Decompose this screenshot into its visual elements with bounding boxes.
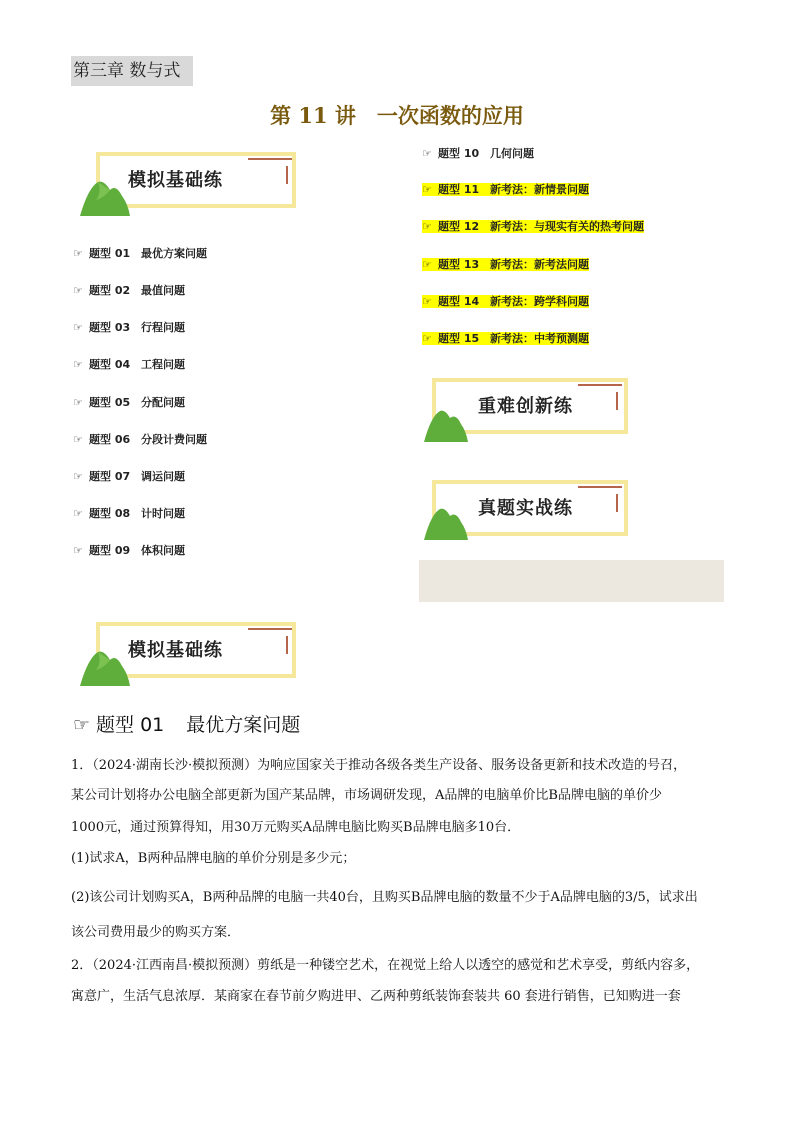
list-item[interactable] — [422, 182, 589, 198]
pointing-hand-icon: ☞ — [73, 544, 83, 557]
item-number: 题型 02 — [89, 284, 131, 297]
item-number: 题型 12 — [438, 220, 480, 233]
banner-label: 模拟基础练 — [128, 640, 223, 661]
chapter-label: 第三章 数与式 — [71, 56, 193, 86]
section-number: 题型 01 — [96, 714, 165, 736]
page-title: 第 11 讲 一次函数的应用 — [270, 103, 524, 128]
banner-section-basic-practice — [80, 622, 298, 682]
list-item[interactable] — [73, 506, 185, 522]
pointing-hand-icon: ☞ — [422, 147, 432, 160]
pointing-hand-icon: ☞ — [73, 433, 83, 446]
item-label: 工程问题 — [141, 358, 185, 371]
list-item[interactable] — [73, 320, 185, 336]
pointing-hand-icon: ☞ — [73, 507, 83, 520]
banner-decor-line — [248, 158, 292, 160]
banner-decor-line — [616, 392, 618, 410]
pointing-hand-icon: ☞ — [422, 332, 432, 345]
pointing-hand-icon: ☞ — [73, 284, 83, 297]
section-label: 最优方案问题 — [186, 714, 301, 736]
item-label: 调运问题 — [141, 470, 185, 483]
item-number: 题型 07 — [89, 470, 131, 483]
banner-decor-line — [286, 636, 288, 654]
question-1-subpart: (2)该公司计划购买A，B两种品牌的电脑一共40台，且购买B品牌电脑的数量不少于A品牌电脑的3/5，试求出 — [71, 890, 698, 905]
banner-decor-line — [286, 166, 288, 184]
blank-box — [419, 560, 724, 602]
list-item[interactable] — [422, 146, 534, 162]
question-1-subpart: (1)试求A，B两种品牌电脑的单价分别是多少元； — [71, 851, 356, 866]
pointing-hand-icon: ☞ — [73, 321, 83, 334]
question-1-line: 某公司计划将办公电脑全部更新为国产某品牌，市场调研发现，A品牌的电脑单价比B品牌电脑的单价少 — [71, 788, 662, 803]
question-1-line: 1．（2024·湖南长沙·模拟预测）为响应国家关于推动各级各类生产设备、服务设备更新和技术改造的号召， — [71, 758, 687, 773]
item-number: 题型 09 — [89, 544, 131, 557]
item-label: 分段计费问题 — [141, 433, 207, 446]
banner-decor-line — [248, 628, 292, 630]
list-item[interactable] — [73, 432, 207, 448]
pointing-hand-icon: ☞ — [73, 470, 83, 483]
pointing-hand-icon: ☞ — [422, 183, 432, 196]
item-label: 新考法：跨学科问题 — [490, 295, 589, 308]
question-1-subpart: 该公司费用最少的购买方案． — [71, 925, 241, 940]
pointing-hand-icon: ☞ — [422, 220, 432, 233]
item-number: 题型 06 — [89, 433, 131, 446]
banner-basic-practice — [80, 152, 298, 212]
item-number: 题型 05 — [89, 396, 131, 409]
list-item[interactable] — [422, 219, 644, 235]
list-item[interactable] — [73, 469, 185, 485]
mountain-icon — [424, 498, 468, 540]
banner-decor-line — [578, 384, 622, 386]
pointing-hand-icon: ☞ — [422, 295, 432, 308]
item-label: 几何问题 — [490, 147, 534, 160]
banner-decor-line — [578, 486, 622, 488]
item-label: 分配问题 — [141, 396, 185, 409]
list-item[interactable] — [73, 246, 207, 262]
item-label: 最优方案问题 — [141, 247, 207, 260]
banner-label: 重难创新练 — [478, 396, 573, 417]
item-label: 新考法：与现实有关的热考问题 — [490, 220, 644, 233]
list-item[interactable] — [422, 257, 589, 273]
mountain-icon — [424, 400, 468, 442]
item-number: 题型 03 — [89, 321, 131, 334]
list-item[interactable] — [422, 294, 589, 310]
question-1-line: 1000元，通过预算得知，用30万元购买A品牌电脑比购买B品牌电脑多10台． — [71, 820, 521, 835]
item-label: 体积问题 — [141, 544, 185, 557]
item-number: 题型 13 — [438, 258, 480, 271]
mountain-icon — [80, 640, 130, 686]
pointing-hand-icon: ☞ — [73, 396, 83, 409]
item-label: 新考法：新考法问题 — [490, 258, 589, 271]
section-heading — [73, 710, 300, 737]
pointing-hand-icon: ☞ — [73, 247, 83, 260]
item-label: 新考法：中考预测题 — [490, 332, 589, 345]
list-item[interactable] — [73, 283, 185, 299]
item-label: 计时问题 — [141, 507, 185, 520]
banner-label: 真题实战练 — [478, 498, 573, 519]
mountain-icon — [80, 170, 130, 216]
pointing-hand-icon: ☞ — [422, 258, 432, 271]
list-item[interactable] — [422, 331, 589, 347]
banner-advanced-practice — [424, 378, 628, 438]
list-item[interactable] — [73, 357, 185, 373]
item-label: 新考法：新情景问题 — [490, 183, 589, 196]
item-number: 题型 14 — [438, 295, 480, 308]
banner-decor-line — [616, 494, 618, 512]
item-number: 题型 10 — [438, 147, 480, 160]
item-number: 题型 08 — [89, 507, 131, 520]
item-number: 题型 11 — [438, 183, 480, 196]
list-item[interactable] — [73, 395, 185, 411]
item-number: 题型 04 — [89, 358, 131, 371]
item-label: 最值问题 — [141, 284, 185, 297]
banner-label: 模拟基础练 — [128, 170, 223, 191]
question-2-line: 2．（2024·江西南昌·模拟预测）剪纸是一种镂空艺术，在视觉上给人以透空的感觉和艺术享受，剪纸内容多， — [71, 958, 700, 973]
item-number: 题型 01 — [89, 247, 131, 260]
question-2-line: 寓意广，生活气息浓厚．某商家在春节前夕购进甲、乙两种剪纸装饰套装共 60 套进行销售，已知购进一套 — [71, 989, 681, 1004]
item-number: 题型 15 — [438, 332, 480, 345]
pointing-hand-icon: ☞ — [73, 358, 83, 371]
list-item[interactable] — [73, 543, 185, 559]
item-label: 行程问题 — [141, 321, 185, 334]
banner-real-exam-practice — [424, 480, 628, 540]
pointing-hand-icon: ☞ — [73, 714, 91, 736]
